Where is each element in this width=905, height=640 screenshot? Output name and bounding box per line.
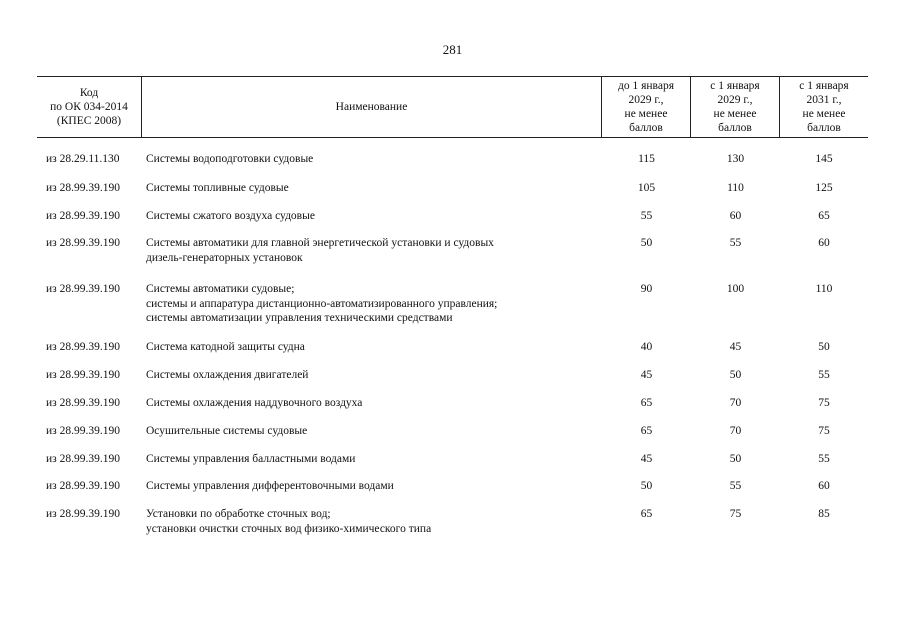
table-row [37,368,868,383]
row-value-b: 55 [729,237,742,249]
table-row [37,340,868,355]
header-col-a: до 1 января 2029 г., не менее баллов [602,77,691,137]
row-value-a: 105 [637,182,656,194]
row-code: из 28.99.39.190 [46,397,120,409]
row-name: Установки по обработке сточных вод; установки очистки сточных вод физико-химического типа [146,508,432,535]
row-name: Системы управления дифферентовочными водами [146,480,394,492]
row-value-c: 75 [818,425,830,437]
row-name: Системы водоподготовки судовые [146,153,314,165]
row-name: Системы охлаждения двигателей [146,369,309,381]
row-code: из 28.99.39.190 [46,508,120,520]
row-code: из 28.99.39.190 [46,480,120,492]
table-row [37,152,868,167]
row-value-c: 60 [818,237,830,249]
table-row [37,396,868,411]
row-value-c: 65 [818,210,830,222]
row-value-a: 65 [640,508,653,520]
row-value-c: 50 [818,341,830,353]
table-row [37,209,868,224]
table-row [37,282,868,326]
row-value-a: 50 [640,480,653,492]
row-value-a: 65 [640,425,653,437]
header-name: Наименование [142,77,602,137]
row-code: из 28.99.39.190 [46,369,120,381]
row-code: из 28.99.39.190 [46,210,120,222]
row-code: из 28.99.39.190 [46,453,120,465]
row-value-b: 70 [729,397,742,409]
row-value-a: 65 [640,397,653,409]
row-code: из 28.29.11.130 [46,153,120,165]
row-value-b: 75 [729,508,742,520]
row-name: Осушительные системы судовые [146,425,308,437]
row-value-c: 85 [818,508,830,520]
row-name: Система катодной защиты судна [146,341,305,353]
table-row [37,236,868,265]
header-code: Код по ОК 034-2014 (КПЕС 2008) [37,77,142,137]
row-name: Системы топливные судовые [146,182,289,194]
table-header [37,76,868,138]
row-value-b: 130 [726,153,745,165]
row-value-a: 115 [638,153,655,165]
row-name: Системы управления балластными водами [146,453,356,465]
row-value-b: 45 [729,341,742,353]
row-name: Системы автоматики для главной энергетической установки и судовых дизель-генераторных установок [146,237,494,264]
table-row [37,507,868,536]
row-value-c: 110 [815,283,833,295]
table-row [37,479,868,494]
row-value-c: 125 [815,182,833,194]
row-value-b: 70 [729,425,742,437]
row-name: Системы автоматики судовые; системы и аппаратура дистанционно-автоматизированного управления; системы автоматизации управления техническими средствами [146,283,498,324]
row-value-a: 50 [640,237,653,249]
table-row [37,452,868,467]
header-col-c: с 1 января 2031 г., не менее баллов [799,80,849,134]
row-name: Системы сжатого воздуха судовые [146,210,315,222]
requirements-table [37,76,868,535]
row-code: из 28.99.39.190 [46,341,120,353]
row-value-b: 110 [727,182,744,194]
row-value-c: 55 [818,453,830,465]
row-value-c: 55 [818,369,830,381]
row-value-a: 45 [640,453,653,465]
row-code: из 28.99.39.190 [46,237,120,249]
table-row [37,424,868,439]
row-value-c: 75 [818,397,830,409]
row-value-c: 60 [818,480,830,492]
row-code: из 28.99.39.190 [46,283,120,295]
page-number: 281 [442,42,463,57]
row-value-a: 40 [640,341,653,353]
row-code: из 28.99.39.190 [46,425,120,437]
row-value-a: 45 [640,369,653,381]
row-value-b: 60 [729,210,742,222]
row-name: Системы охлаждения наддувочного воздуха [146,397,363,409]
row-code: из 28.99.39.190 [46,182,120,194]
table-row [37,181,868,196]
row-value-b: 55 [729,480,742,492]
row-value-b: 50 [729,453,742,465]
row-value-c: 145 [815,153,833,165]
header-col-b: с 1 января 2029 г., не менее баллов [691,77,780,137]
row-value-a: 55 [640,210,653,222]
row-value-b: 50 [729,369,742,381]
row-value-b: 100 [726,283,745,295]
row-value-a: 90 [640,283,653,295]
